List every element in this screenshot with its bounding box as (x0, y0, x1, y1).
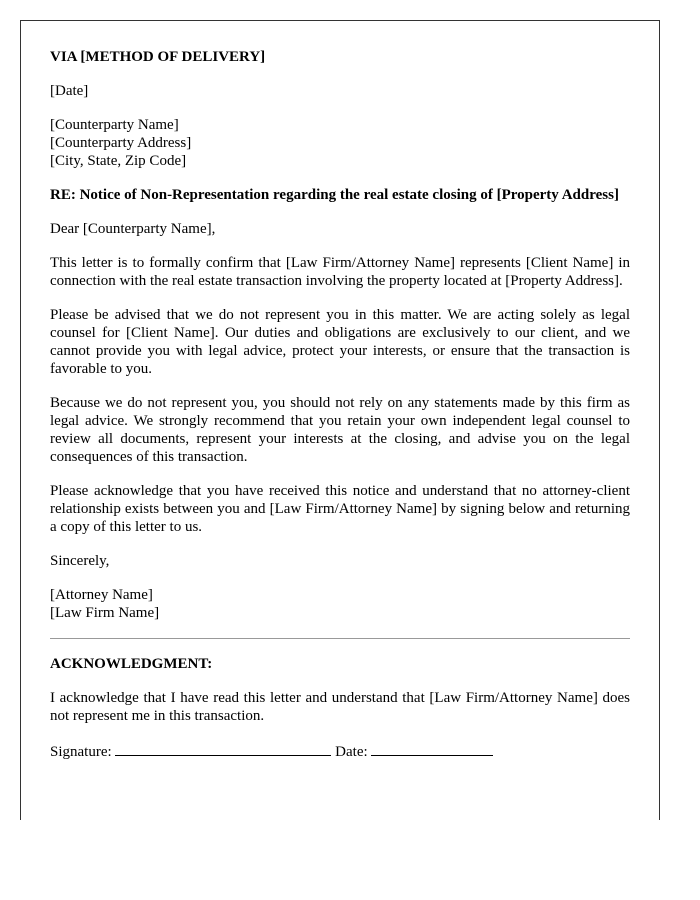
acknowledgment-statement: I acknowledge that I have read this letter and understand that [Law Firm/Attorney Name] does not represent me in this transaction. (50, 690, 630, 724)
signature-row (50, 741, 630, 761)
acknowledgment-heading: ACKNOWLEDGMENT: (50, 656, 213, 672)
letter-date: [Date] (50, 83, 89, 99)
signature-label: Signature: (50, 744, 112, 760)
sender-block (50, 586, 630, 622)
closing: Sincerely, (50, 553, 110, 569)
recipient-city-state-zip: [City, State, Zip Code] (50, 153, 187, 169)
delivery-method: VIA [METHOD OF DELIVERY] (50, 49, 266, 65)
body-paragraph: This letter is to formally confirm that [Law Firm/Attorney Name] represents [Client Name] in connection with the real estate transaction involving the property located at [Property Address]. (50, 255, 630, 289)
salutation: Dear [Counterparty Name], (50, 221, 216, 237)
signature-line (115, 741, 331, 756)
date-line (371, 741, 493, 756)
body-paragraph: Because we do not represent you, you should not rely on any statements made by this firm as legal advice. We strongly recommend that you retain your own independent legal counsel to review all documents, represent your interests at the closing, and advise you on the legal consequences of this transaction. (50, 395, 630, 465)
recipient-block (50, 116, 630, 170)
recipient-name: [Counterparty Name] (50, 117, 179, 133)
law-firm-name: [Law Firm Name] (50, 605, 160, 621)
attorney-name: [Attorney Name] (50, 587, 153, 603)
body-paragraph: Please be advised that we do not represent you in this matter. We are acting solely as legal counsel for [Client Name]. Our duties and obligations are exclusively to our client, and we cannot provide you with legal advice, protect your interests, or ensure that the transaction is favorable to you. (50, 307, 630, 377)
recipient-address: [Counterparty Address] (50, 135, 192, 151)
subject-line: RE: Notice of Non-Representation regarding the real estate closing of [Property Address] (50, 187, 619, 203)
body-paragraph: Please acknowledge that you have received this notice and understand that no attorney-client relationship exists between you and [Law Firm/Attorney Name] by signing below and returning a copy of this letter to us. (50, 483, 630, 535)
letter-page (20, 20, 660, 820)
date-label: Date: (335, 744, 368, 760)
section-divider (50, 638, 630, 639)
